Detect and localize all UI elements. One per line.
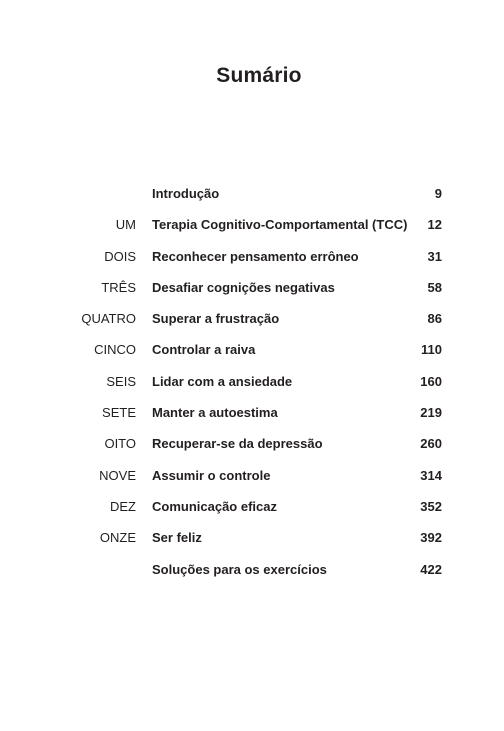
page-number: 58	[427, 279, 442, 295]
page-number: 160	[420, 373, 442, 389]
toc-entry	[0, 434, 504, 465]
page-number: 392	[420, 530, 442, 546]
chapter-title: Recuperar-se da depressão	[152, 436, 323, 452]
toc-entry	[0, 466, 504, 497]
toc-entry	[0, 372, 504, 403]
chapter-number: OITO	[104, 436, 136, 452]
page-number: 31	[427, 248, 442, 264]
chapter-number: NOVE	[99, 467, 136, 483]
chapter-title: Desafiar cognições negativas	[152, 279, 335, 295]
chapter-title: Reconhecer pensamento errôneo	[152, 248, 359, 264]
chapter-number: TRÊS	[101, 279, 136, 295]
chapter-number: SEIS	[106, 373, 136, 389]
table-of-contents	[0, 184, 504, 591]
page-number: 9	[434, 186, 442, 201]
page-number: 260	[420, 436, 442, 452]
chapter-number: CINCO	[94, 342, 136, 358]
chapter-number: ONZE	[99, 530, 136, 546]
chapter-title: Manter a autoestima	[152, 405, 278, 421]
toc-entry	[0, 215, 504, 246]
chapter-title: Introdução	[152, 186, 220, 201]
page-title: Sumário	[216, 64, 302, 87]
chapter-number: UM	[115, 217, 136, 233]
chapter-title: Terapia Cognitivo-Comportamental (TCC)	[152, 217, 408, 233]
chapter-title: Lidar com a ansiedade	[152, 373, 293, 389]
page-number: 86	[427, 311, 442, 327]
toc-entry	[0, 309, 504, 340]
page-number: 12	[427, 217, 442, 233]
page-number: 422	[420, 561, 442, 577]
page-number: 352	[420, 498, 442, 514]
chapter-number: DOIS	[104, 248, 136, 264]
page-number: 219	[420, 405, 442, 421]
toc-entry	[0, 184, 504, 215]
toc-entry	[0, 403, 504, 434]
page-number: 314	[420, 467, 442, 483]
chapter-title: Assumir o controle	[152, 467, 271, 483]
toc-entry	[0, 278, 504, 309]
chapter-title: Soluções para os exercícios	[152, 561, 327, 577]
toc-entry	[0, 497, 504, 528]
chapter-title: Superar a frustração	[152, 311, 280, 327]
chapter-number: DEZ	[110, 498, 136, 514]
toc-entry	[0, 528, 504, 559]
page-number: 110	[421, 342, 442, 358]
toc-entry	[0, 247, 504, 278]
chapter-number: QUATRO	[81, 311, 136, 327]
chapter-title: Ser feliz	[152, 530, 202, 546]
chapter-number: SETE	[102, 405, 136, 421]
toc-entry	[0, 340, 504, 371]
chapter-title: Controlar a raiva	[152, 342, 256, 358]
chapter-title: Comunicação eficaz	[152, 498, 277, 514]
toc-entry	[0, 560, 504, 591]
